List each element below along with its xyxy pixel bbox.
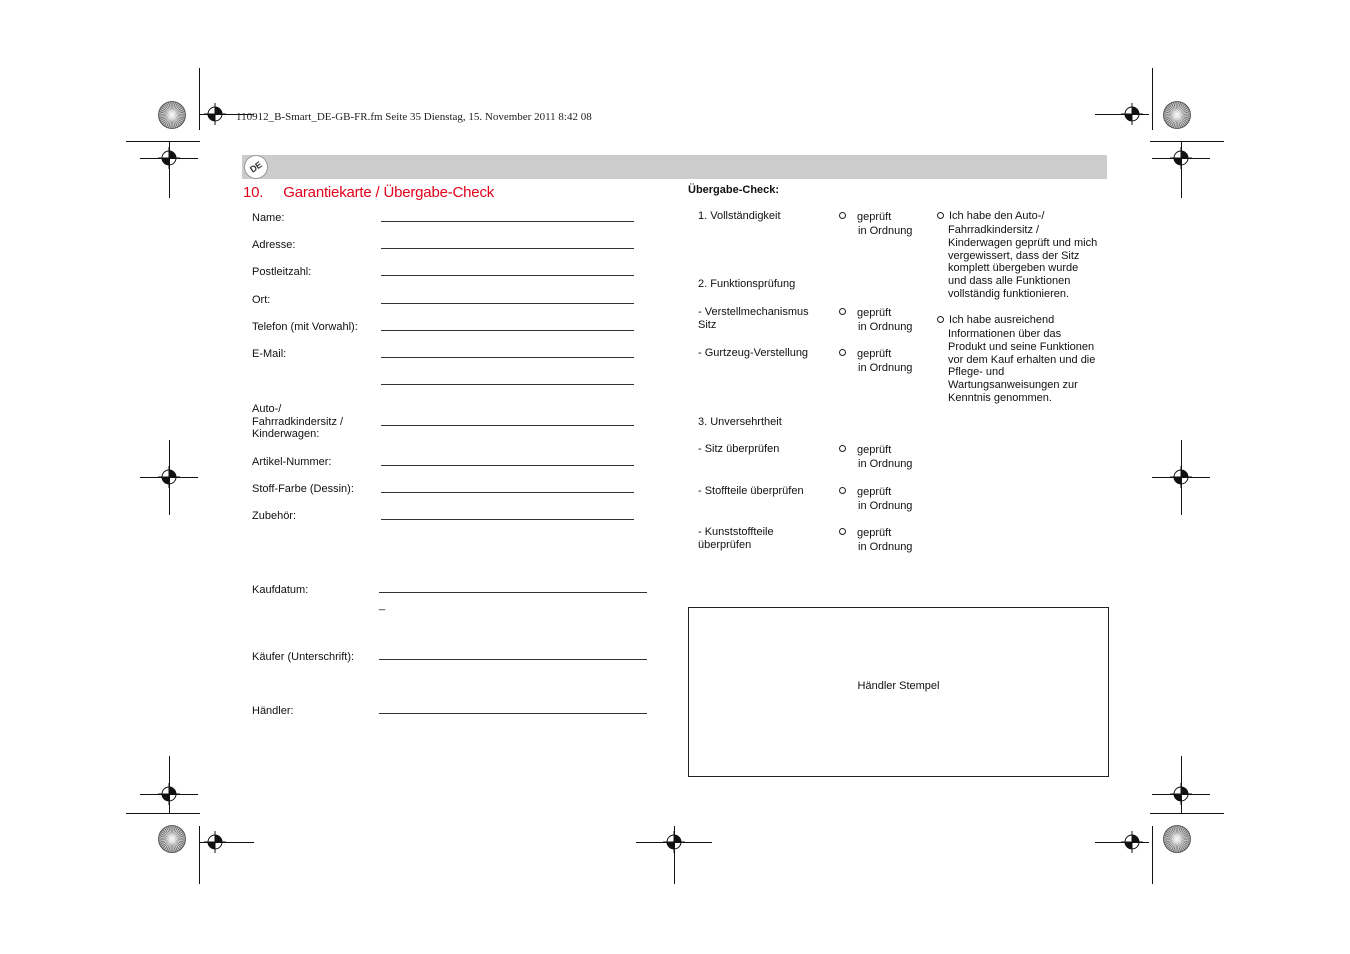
registration-target-icon xyxy=(158,466,180,488)
check-status-line2: in Ordnung xyxy=(858,321,913,333)
registration-target-icon xyxy=(204,831,226,853)
crop-mark-line xyxy=(199,68,200,130)
check-status-text xyxy=(857,306,912,334)
form-field-label: Name: xyxy=(252,212,285,224)
form-field-label: Stoff-Farbe (Dessin): xyxy=(252,483,354,495)
check-status-line2: in Ordnung xyxy=(858,541,913,553)
form-field-line[interactable] xyxy=(381,519,634,520)
crop-mark-line xyxy=(1150,141,1224,142)
form-field-line[interactable] xyxy=(381,357,634,358)
checklist-title: Übergabe-Check: xyxy=(688,184,780,196)
registration-target-icon xyxy=(1121,831,1143,853)
registration-target-icon xyxy=(158,147,180,169)
signature-field-line[interactable] xyxy=(379,592,647,593)
registration-target-icon xyxy=(204,103,226,125)
signature-field-line[interactable] xyxy=(379,659,647,660)
checklist-item-label: - Stoffteile überprüfen xyxy=(698,485,804,497)
registration-target-icon xyxy=(158,783,180,805)
color-bar-starburst-icon xyxy=(1163,825,1191,853)
file-header: 110912_B-Smart_DE-GB-FR.fm Seite 35 Dienstag, 15. November 2011 8:42 08 xyxy=(236,111,592,123)
form-field-label: Artikel-Nummer: xyxy=(252,456,332,468)
registration-target-icon xyxy=(1170,147,1192,169)
form-field-line[interactable] xyxy=(381,330,634,331)
registration-target-icon xyxy=(1121,103,1143,125)
check-circle[interactable] xyxy=(839,445,846,452)
crop-mark-line xyxy=(1150,813,1224,814)
check-circle[interactable] xyxy=(839,212,846,219)
form-field-label: Telefon (mit Vorwahl): xyxy=(252,321,358,333)
confirmation-check-circle[interactable] xyxy=(937,316,944,323)
check-circle[interactable] xyxy=(839,528,846,535)
form-field-line[interactable] xyxy=(381,492,634,493)
check-status-text xyxy=(857,210,912,238)
crop-mark-line xyxy=(126,813,200,814)
confirmation-first-line: Ich habe den Auto-/ xyxy=(949,210,1045,222)
form-field-label: Zubehör: xyxy=(252,510,297,522)
form-field-label: Adresse: xyxy=(252,239,296,251)
form-field-line[interactable] xyxy=(381,465,634,466)
dealer-stamp-box[interactable] xyxy=(688,607,1109,777)
check-status-text xyxy=(857,526,912,554)
check-status-text xyxy=(857,485,912,513)
checklist-item-label: - Verstellmechanismus Sitz xyxy=(698,306,809,331)
form-field-label: Auto-/ Fahrradkindersitz / Kinderwagen: xyxy=(252,403,344,440)
signature-field-label: Kaufdatum: xyxy=(252,584,309,596)
check-status-line2: in Ordnung xyxy=(858,458,913,470)
registration-target-icon xyxy=(1170,466,1192,488)
section-title-text: Garantiekarte / Übergabe-Check xyxy=(283,184,495,201)
checklist-item-label: 1. Vollständigkeit xyxy=(698,210,781,222)
signature-field-label: Käufer (Unterschrift): xyxy=(252,651,355,663)
checklist-item-label: - Kunststoffteile überprüfen xyxy=(698,526,774,551)
confirmation-text: Informationen über das Produkt und seine Funktionen vor dem Kauf erhalten und die Pflege- und Wartungsanweisungen zur Kenntnis genommen. xyxy=(948,328,1096,404)
language-badge: DE xyxy=(239,150,272,183)
confirmation-text: Fahrradkindersitz / Kinderwagen geprüft und mich vergewissert, dass der Sitz komplett übergeben wurde und dass alle Funktionen vollständig funktionieren. xyxy=(948,224,1098,300)
signature-field-label: Händler: xyxy=(252,705,294,717)
checklist-item-label: - Sitz überprüfen xyxy=(698,443,780,455)
signature-field-line[interactable] xyxy=(379,713,647,714)
form-field-line[interactable] xyxy=(381,248,634,249)
form-field-label: Ort: xyxy=(252,294,271,306)
section-title xyxy=(243,184,494,201)
check-status-line2: in Ordnung xyxy=(858,500,913,512)
check-status-line1: geprüft xyxy=(857,444,892,456)
check-circle[interactable] xyxy=(839,487,846,494)
dealer-stamp-label: Händler Stempel xyxy=(857,680,940,692)
color-bar-starburst-icon xyxy=(158,825,186,853)
check-circle[interactable] xyxy=(839,349,846,356)
check-status-line1: geprüft xyxy=(857,307,892,319)
form-field-line[interactable] xyxy=(381,221,634,222)
checklist-item-label: 3. Unversehrtheit xyxy=(698,416,782,428)
check-status-text xyxy=(857,347,912,375)
form-field-label: Postleitzahl: xyxy=(252,266,312,278)
checklist-item-label: 2. Funktionsprüfung xyxy=(698,278,796,290)
check-status-line2: in Ordnung xyxy=(858,362,913,374)
header-band xyxy=(242,155,1107,179)
signature-field-trailing: _ xyxy=(379,599,386,611)
form-field-line[interactable] xyxy=(381,425,634,426)
check-status-line1: geprüft xyxy=(857,527,892,539)
check-status-line1: geprüft xyxy=(857,348,892,360)
check-circle[interactable] xyxy=(839,308,846,315)
crop-mark-line xyxy=(199,826,200,884)
check-status-line2: in Ordnung xyxy=(858,225,913,237)
color-bar-starburst-icon xyxy=(158,101,186,129)
confirmation-check-circle[interactable] xyxy=(937,212,944,219)
crop-mark-line xyxy=(1152,826,1153,884)
registration-target-icon xyxy=(1170,783,1192,805)
registration-target-icon xyxy=(663,831,685,853)
form-field-line[interactable] xyxy=(381,275,634,276)
form-field-line[interactable] xyxy=(381,303,634,304)
check-status-line1: geprüft xyxy=(857,211,892,223)
check-status-text xyxy=(857,443,912,471)
crop-mark-line xyxy=(1152,68,1153,130)
color-bar-starburst-icon xyxy=(1163,101,1191,129)
confirmation-first-line: Ich habe ausreichend xyxy=(949,314,1055,326)
form-field-line[interactable] xyxy=(381,384,634,385)
form-field-label: E-Mail: xyxy=(252,348,287,360)
check-status-line1: geprüft xyxy=(857,486,892,498)
crop-mark-line xyxy=(126,141,200,142)
checklist-item-label: - Gurtzeug-Verstellung xyxy=(698,347,809,359)
section-number: 10. xyxy=(243,184,264,201)
